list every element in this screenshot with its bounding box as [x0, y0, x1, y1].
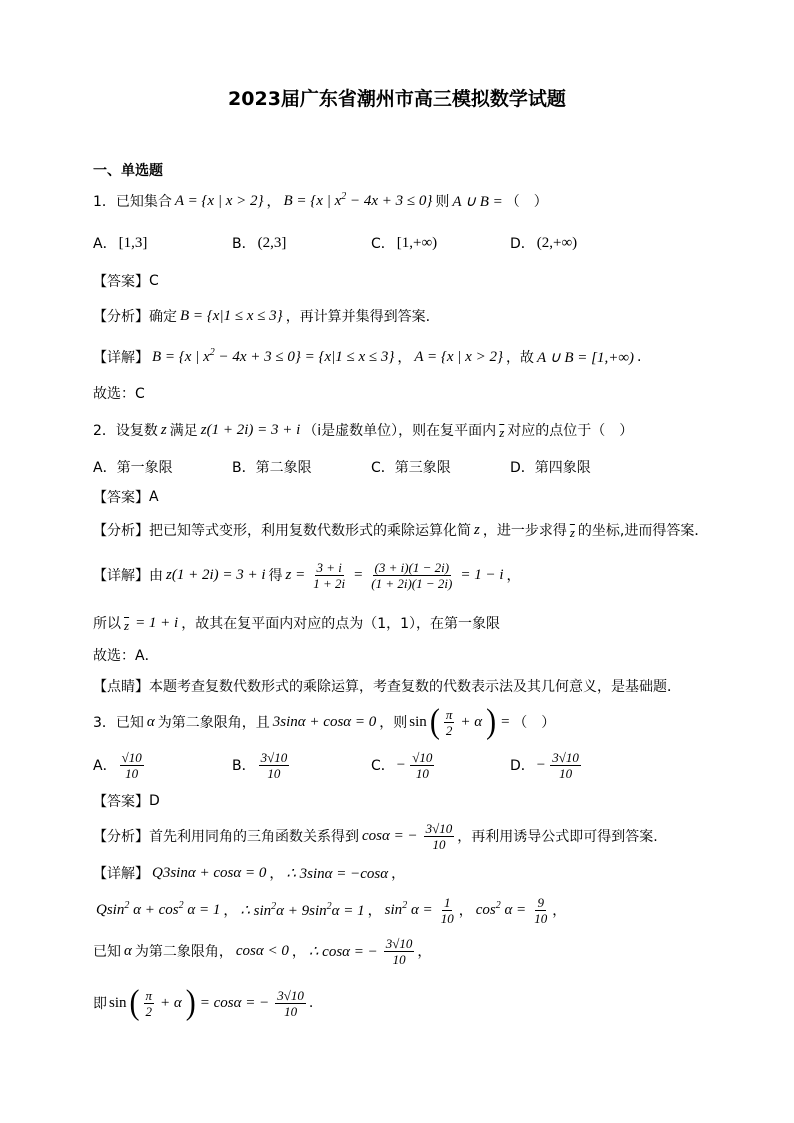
fraction — [532, 895, 549, 926]
option-a — [93, 750, 232, 781]
math-conjugate: $\overline{z}$ — [569, 525, 575, 540]
math-variable: α — [146, 713, 155, 730]
detail-text: ，故 — [505, 350, 534, 366]
detail-text: 即 — [93, 996, 107, 1012]
math-text: B = {x | x — [283, 192, 342, 209]
option-value: 第二象限 — [255, 460, 312, 476]
punctuation: ， — [223, 903, 238, 919]
punctuation: ， — [506, 568, 521, 584]
math-text: sin — [384, 901, 403, 918]
detail-text: 为第二象限角， — [134, 944, 233, 960]
analysis-text: 确定 — [149, 309, 177, 325]
punctuation: ， — [291, 944, 306, 960]
fraction-numerator: √10 — [121, 749, 142, 765]
q2-stem — [93, 410, 633, 450]
fraction — [550, 750, 581, 781]
math-exponent: 2 — [495, 899, 501, 911]
punctuation: ， — [458, 903, 473, 919]
analysis-tag: 【分析】 — [93, 829, 149, 845]
fraction-numerator: 3√10 — [260, 749, 288, 765]
detail-text: 得 — [268, 568, 283, 584]
fraction — [311, 560, 347, 591]
option-label: A． — [93, 460, 117, 476]
option-value: 第四象限 — [534, 460, 591, 476]
fraction-denominator: 1 + 2i — [313, 575, 346, 591]
answer-value: D — [149, 793, 160, 809]
punctuation: ， — [552, 903, 567, 919]
q1-options — [93, 223, 649, 263]
option-value: 第三象限 — [394, 460, 451, 476]
math-text: α = 1 — [183, 901, 221, 918]
question-text: 对应的点位于（ ） — [507, 423, 634, 439]
question-text: 为第二象限角，且 — [157, 715, 270, 731]
math-text: Qsin — [96, 901, 125, 918]
fraction-numerator: 3√10 — [385, 935, 413, 951]
question-text: 2．设复数 — [93, 423, 158, 439]
math-text: α = — [500, 901, 527, 918]
math-text: α + 9sin — [276, 902, 327, 919]
fraction-numerator: 3 + i — [316, 559, 342, 575]
math-identity — [93, 899, 223, 919]
q3-options — [93, 745, 649, 785]
math-exponent: 2 — [326, 900, 332, 912]
detail-text: 由 — [149, 568, 163, 584]
math-text: ∴ cosα = − — [308, 943, 378, 960]
option-label: C． — [371, 758, 395, 774]
math-function: sin — [409, 713, 427, 730]
math-expression: A = {x | x > 2} — [414, 348, 503, 365]
question-text: 3．已知 — [93, 715, 144, 731]
fraction-denominator: 10 — [559, 765, 573, 781]
math-text: B = {x | x — [152, 348, 210, 365]
left-paren: ( — [129, 983, 140, 1022]
fraction — [259, 750, 290, 781]
answer-tag: 【答案】 — [93, 490, 149, 506]
analysis-tag: 【分析】 — [93, 309, 149, 325]
q3-stem — [93, 702, 555, 742]
fraction — [439, 895, 456, 926]
option-label: B． — [232, 758, 256, 774]
section-heading: 一、单选题 — [93, 163, 163, 179]
math-exponent: 2 — [209, 346, 215, 358]
fraction-numerator: 3√10 — [277, 987, 304, 1003]
fraction — [424, 821, 455, 852]
math-set-b — [281, 190, 436, 210]
math-variable: z — [160, 421, 167, 438]
math-text: = cosα = − — [199, 994, 270, 1011]
option-label: D． — [510, 460, 535, 476]
detail-text: 已知 — [93, 944, 121, 960]
fraction — [410, 750, 434, 781]
question-text: ，则 — [379, 715, 408, 731]
math-text: − 4x + 3 ≤ 0} — [346, 192, 433, 209]
math-expression: A ∪ B = [1,+∞) — [536, 349, 635, 366]
math-text: cos — [475, 901, 496, 918]
q2-detail — [93, 555, 521, 595]
fraction-denominator: 2 — [445, 722, 453, 738]
fraction-denominator: 10 — [432, 836, 446, 852]
math-text: = — [353, 566, 364, 583]
analysis-text: 的坐标,进而得答案． — [577, 523, 709, 539]
option-label: C． — [371, 460, 395, 476]
fraction-denominator: (1 + 2i)(1 − 2i) — [371, 575, 453, 591]
option-b — [232, 233, 371, 253]
fraction-numerator: √10 — [412, 749, 433, 765]
fraction — [384, 936, 415, 967]
option-label: B． — [232, 460, 256, 476]
math-equation — [473, 899, 530, 919]
math-expression — [149, 346, 397, 366]
math-text: cosα = − — [362, 827, 418, 844]
q1-stem — [93, 181, 548, 221]
answer-tag: 【答案】 — [93, 274, 149, 290]
option-b — [232, 457, 371, 477]
q2-options — [93, 447, 649, 487]
math-equation: ∴ 3sinα = −cosα — [286, 865, 389, 882]
q3-detail-line-3 — [93, 931, 431, 971]
fraction — [144, 988, 155, 1019]
fraction-numerator: 3√10 — [552, 749, 579, 765]
punctuation: ， — [367, 903, 382, 919]
detail-tag: 【详解】 — [93, 568, 149, 584]
note-text: 本题考查复数代数形式的乘除运算，考查复数的代数表示法及其几何意义，是基础题． — [149, 679, 681, 695]
right-paren: ) — [185, 983, 196, 1022]
fraction-denominator: 10 — [440, 910, 454, 926]
minus-sign: − — [536, 756, 546, 773]
option-value: (2,+∞) — [536, 234, 578, 251]
fraction-denominator: 10 — [534, 910, 548, 926]
option-c — [371, 750, 510, 781]
option-label: D． — [510, 758, 535, 774]
left-paren: ( — [429, 702, 440, 741]
q1-detail — [93, 337, 641, 377]
math-function: sin — [109, 994, 127, 1011]
math-text: + α — [160, 994, 182, 1011]
analysis-tag: 【分析】 — [93, 523, 149, 539]
math-conjugate: $\overline{z}$ — [499, 425, 505, 440]
document-title: 2023届广东省潮州市高三模拟数学试题 — [228, 88, 566, 110]
fraction-numerator: (3 + i)(1 − 2i) — [374, 559, 450, 575]
q3-detail-line-1 — [93, 853, 405, 893]
q1-conclusion: 故选：C — [93, 386, 145, 402]
math-equation — [382, 899, 436, 919]
fraction — [369, 560, 454, 591]
math-exponent: 2 — [341, 190, 347, 202]
q1-analysis — [93, 296, 430, 336]
option-a — [93, 457, 232, 477]
q1-answer — [93, 261, 159, 301]
answer-tag: 【答案】 — [93, 794, 149, 810]
q3-detail-line-2 — [93, 890, 566, 930]
math-text: = — [500, 713, 511, 730]
punctuation: ， — [266, 194, 281, 210]
detail-text: 所以 — [93, 616, 121, 632]
math-text: = 1 + i — [135, 614, 179, 631]
math-exponent: 2 — [402, 899, 408, 911]
option-label: C． — [371, 236, 395, 252]
option-value: [1,+∞) — [396, 234, 438, 251]
fraction-denominator: 10 — [392, 951, 406, 967]
math-text: + α — [460, 713, 483, 730]
punctuation: ， — [397, 350, 412, 366]
answer-value: A — [149, 489, 159, 505]
detail-tag: 【详解】 — [93, 350, 149, 366]
fraction-numerator: π — [445, 706, 453, 722]
option-c — [371, 457, 510, 477]
math-exponent: 2 — [271, 900, 277, 912]
math-text: α + cos — [129, 901, 179, 918]
q2-conclusion: 故选：A． — [93, 648, 159, 664]
fraction-denominator: 10 — [415, 765, 429, 781]
math-equation: 3sinα + cosα = 0 — [272, 713, 377, 730]
math-expression: B = {x|1 ≤ x ≤ 3} — [180, 307, 283, 324]
option-a — [93, 233, 232, 253]
option-label: A． — [93, 758, 117, 774]
option-value: 第一象限 — [116, 460, 173, 476]
math-set-a: A = {x | x > 2} — [174, 192, 264, 209]
math-text: ∴ sin — [240, 902, 272, 919]
fraction-numerator: 3√10 — [425, 820, 453, 836]
math-exponent: 2 — [124, 899, 130, 911]
answer-value: C — [149, 273, 159, 289]
answer-blank: （ ） — [513, 715, 556, 731]
math-conjugate: $\overline{z}$ — [124, 618, 130, 633]
question-text: 满足 — [169, 423, 198, 439]
math-text: − 4x + 3 ≤ 0} = {x|1 ≤ x ≤ 3} — [214, 348, 395, 365]
right-paren: ) — [486, 702, 497, 741]
fraction-denominator: 10 — [267, 765, 281, 781]
minus-sign: − — [396, 756, 406, 773]
punctuation: . — [637, 349, 642, 365]
math-variable: z — [474, 521, 480, 538]
analysis-text: 把已知等式变形，利用复数代数形式的乘除运算化简 — [149, 523, 471, 539]
math-equation — [237, 901, 367, 920]
option-d — [510, 750, 649, 781]
question-text: （i是虚数单位），则在复平面内 — [303, 423, 497, 439]
punctuation: ， — [417, 944, 432, 960]
option-value: [1,3] — [118, 234, 148, 251]
math-exponent: 2 — [178, 899, 184, 911]
option-value: (2,3] — [257, 234, 287, 251]
math-equation: Q3sinα + cosα = 0 — [152, 864, 267, 881]
option-b — [232, 750, 371, 781]
math-variable: α — [124, 942, 132, 959]
fraction-numerator: 9 — [537, 894, 544, 910]
math-equation: z(1 + 2i) = 3 + i — [200, 421, 301, 438]
question-text: 1．已知集合 — [93, 194, 172, 210]
analysis-text: ，再计算并集得到答案. — [285, 309, 431, 325]
analysis-text: 首先利用同角的三角函数关系得到 — [149, 829, 359, 845]
note-tag: 【点睛】 — [93, 679, 149, 695]
math-union: A ∪ B = — [452, 193, 503, 210]
fraction-numerator: π — [145, 987, 153, 1003]
fraction-denominator: 2 — [145, 1003, 153, 1019]
detail-tag: 【详解】 — [93, 866, 149, 882]
punctuation: ， — [269, 866, 284, 882]
fraction-denominator: 10 — [284, 1003, 298, 1019]
fraction-numerator: 1 — [443, 894, 451, 910]
option-c — [371, 233, 510, 253]
math-text: = 1 − i — [460, 566, 504, 583]
q2-note — [93, 666, 681, 706]
fraction — [120, 750, 144, 781]
option-label: B． — [232, 236, 256, 252]
math-text: α = 1 — [331, 902, 365, 919]
q2-analysis — [93, 510, 708, 550]
math-equation: z(1 + 2i) = 3 + i — [166, 566, 266, 583]
punctuation: . — [308, 995, 314, 1011]
option-d — [510, 233, 649, 253]
q3-answer — [93, 781, 160, 821]
q3-detail-line-4 — [93, 983, 313, 1023]
option-d — [510, 457, 649, 477]
fraction — [275, 988, 306, 1019]
question-text: 则 — [435, 194, 450, 210]
answer-blank: （ ） — [505, 194, 548, 210]
fraction — [444, 707, 455, 738]
math-text: α = — [407, 901, 433, 918]
math-text: z = — [285, 566, 306, 583]
analysis-text: ，进一步求得 — [482, 523, 567, 539]
option-label: D． — [510, 236, 535, 252]
option-label: A． — [93, 236, 117, 252]
analysis-text: ，再利用诱导公式即可得到答案. — [457, 829, 658, 845]
math-inequality: cosα < 0 — [235, 942, 289, 959]
q3-analysis — [93, 816, 658, 856]
detail-text: ，故其在复平面内对应的点为（1，1），在第一象限 — [181, 616, 501, 632]
punctuation: ， — [391, 866, 406, 882]
fraction-denominator: 10 — [125, 765, 139, 781]
